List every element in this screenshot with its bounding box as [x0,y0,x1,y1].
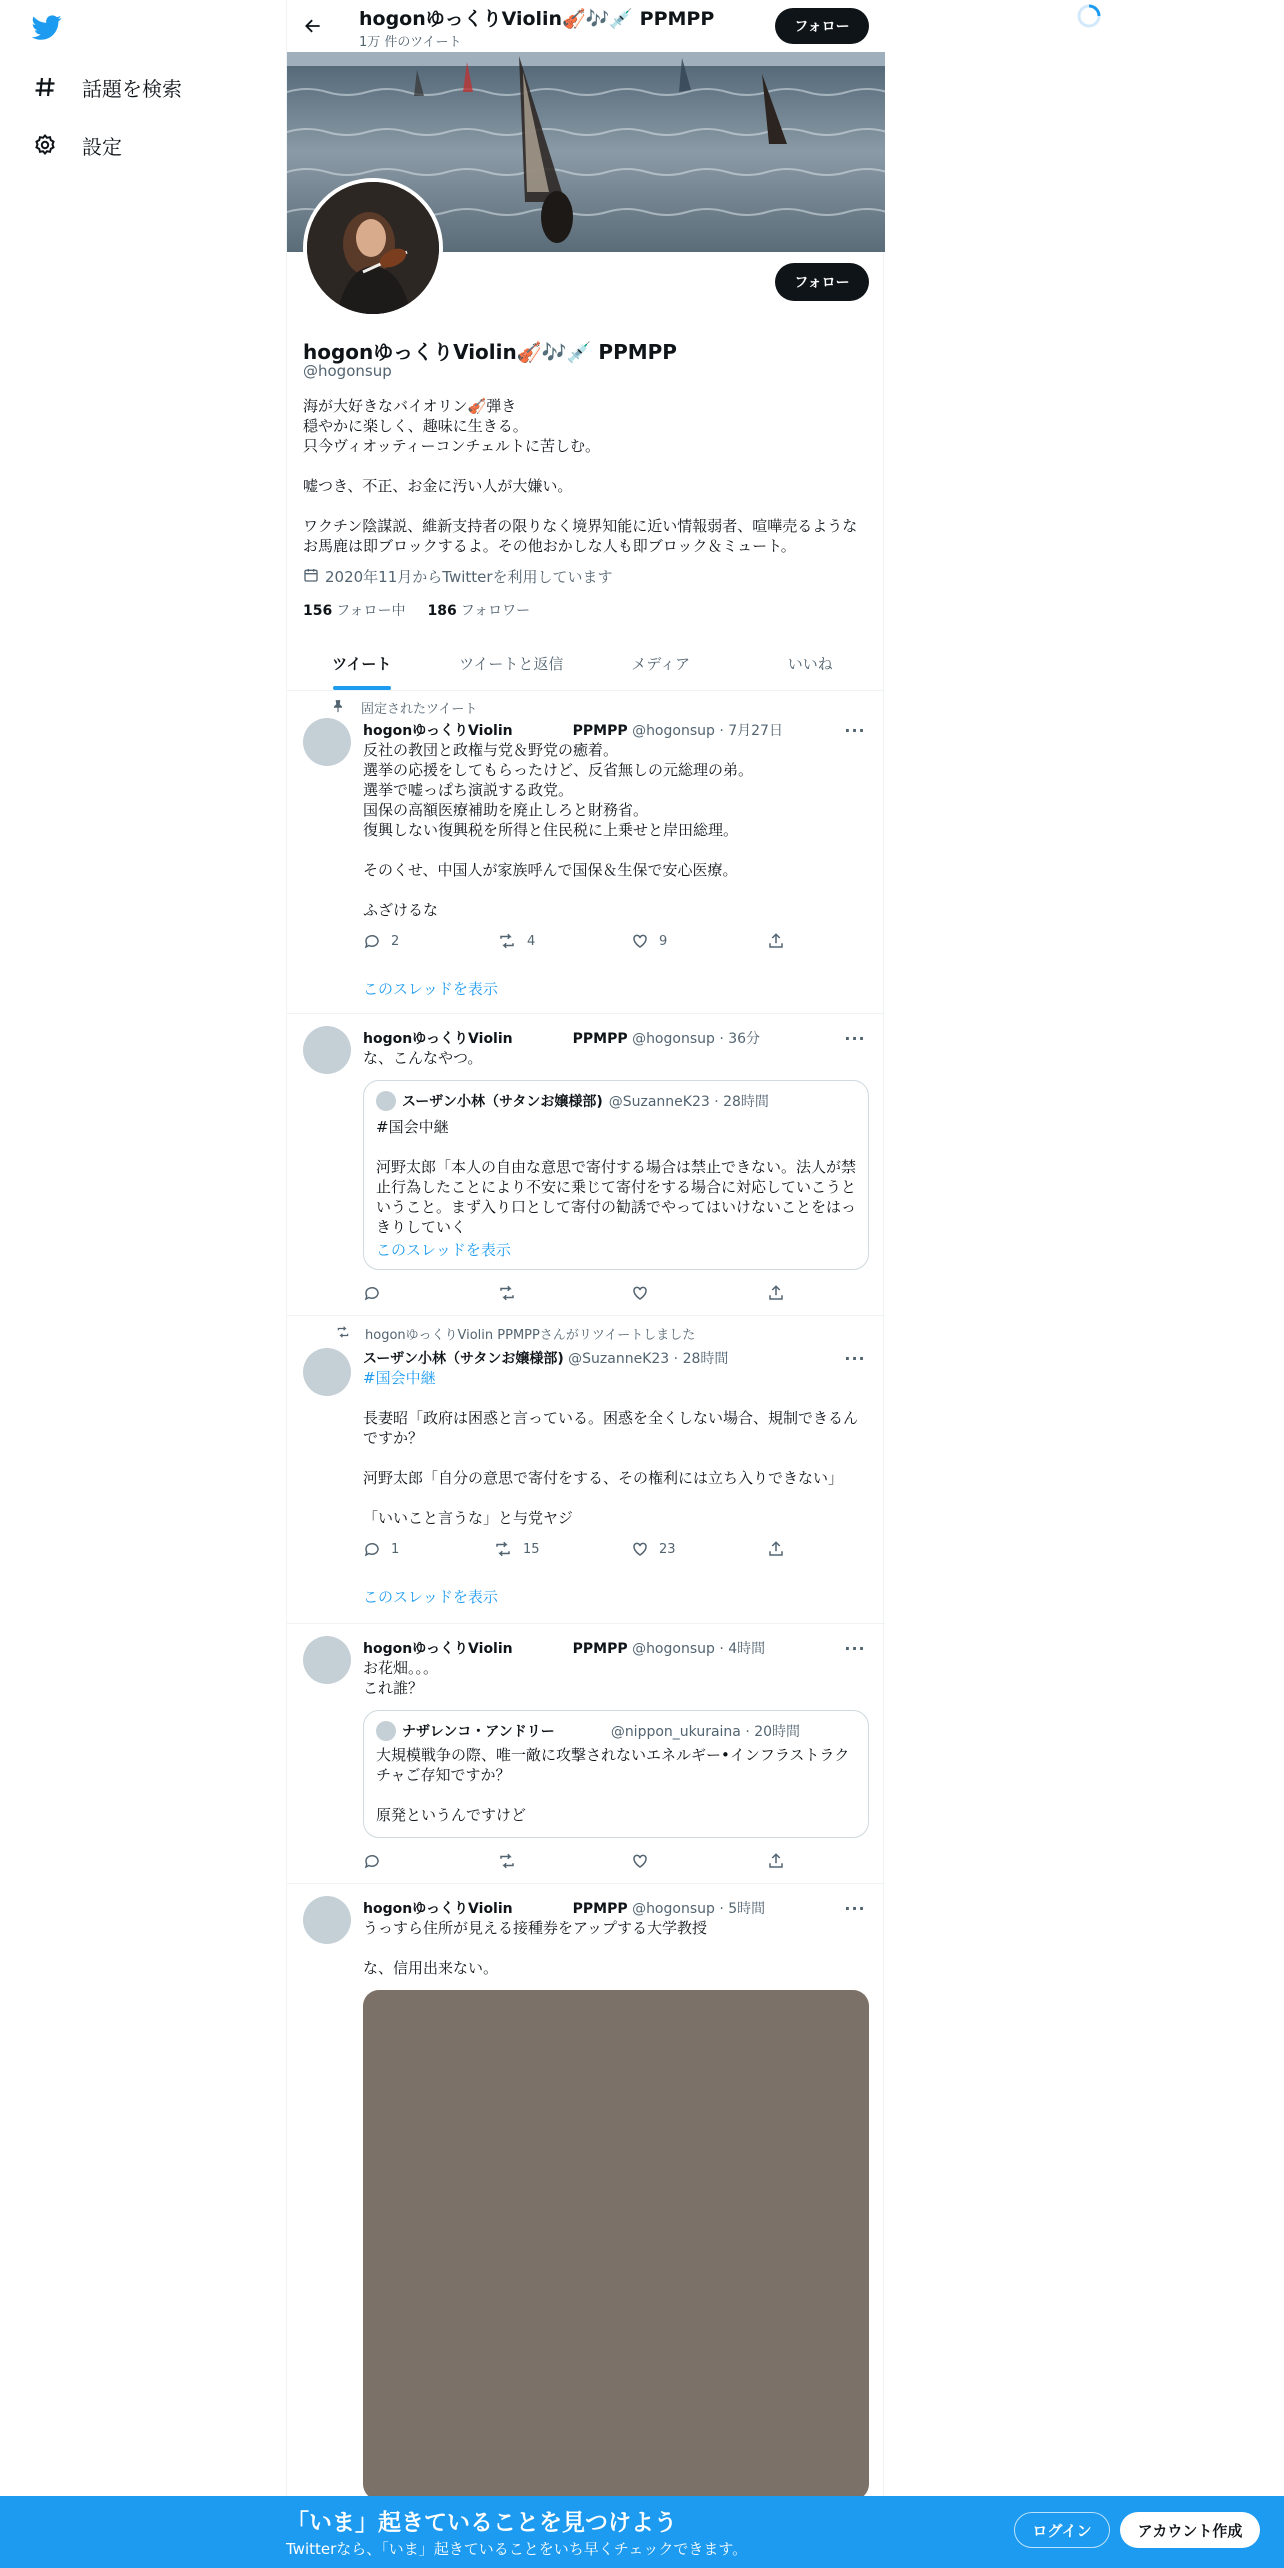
share-icon [767,1852,785,1870]
tweet-media[interactable] [287,1884,885,2568]
quoted-tweet[interactable] [363,1710,869,1838]
twitter-logo-icon[interactable] [30,12,70,44]
quoted-meta: @nippon_ukuraina · 20時間 [610,1724,801,1740]
quoted-line: 河野太郎「本人の自由な意思で寄付する場合は禁止できない。法人が禁 [376,1158,857,1176]
joined-date [303,566,613,587]
hashtag-icon [30,72,60,102]
profile-tabs [287,636,885,691]
share-button[interactable] [767,1540,785,1558]
signup-button[interactable]: アカウント作成 [1120,2512,1260,2548]
tweet-quote[interactable] [287,1624,885,1884]
tweet-actions [363,1284,783,1306]
like-button[interactable] [631,1540,676,1558]
signup-banner [0,2496,1284,2568]
followers-link[interactable] [428,600,531,620]
show-thread-link[interactable]: このスレッドを表示 [363,980,498,998]
tweet-line [363,840,869,860]
share-icon [767,932,785,950]
nav-explore-label: 話題を検索 [82,76,182,101]
tab-media[interactable]: メディア [631,654,691,673]
tweet-line [363,880,869,900]
login-button[interactable]: ログイン [1014,2512,1110,2548]
tweet-line: 「いいこと言うな」と与党ヤジ [363,1509,573,1527]
following-count: 156 [303,603,333,619]
reply-count: 1 [391,1541,400,1557]
profile-name: hogonゆっくりViolin🎻🎶💉 PPMPP [303,340,677,364]
main-column [286,0,884,2568]
nav-explore[interactable] [30,62,182,112]
tweet-meta: @hogonsup · 7月27日 [632,723,783,739]
tweet-line: 選挙の応援をしてもらったけど、反省無しの元総理の弟。 [363,761,754,779]
quoted-line [376,1137,858,1157]
retweet-button[interactable] [497,1852,517,1870]
quoted-avatar [376,1721,396,1741]
bio-line [303,496,869,516]
author-name-suffix[interactable]: PPMPP [572,1031,628,1047]
gear-icon [30,130,60,160]
follow-counts [303,600,530,620]
quoted-meta: @SuzanneK23 · 28時間 [608,1094,769,1110]
tweet-text [363,1368,869,1528]
author-name-suffix[interactable]: PPMPP [572,1901,628,1917]
reply-count: 2 [391,933,400,949]
hashtag-link[interactable]: #国会中継 [363,1369,436,1387]
reply-icon [363,1852,381,1870]
tweet-header [363,1348,728,1368]
like-button[interactable] [631,1284,649,1302]
show-thread-link[interactable]: このスレッドを表示 [363,1588,498,1606]
quoted-author-name: スーザン小林（サタンお嬢様部) [402,1094,603,1110]
reply-button[interactable] [363,1852,381,1870]
tweet-actions [363,1540,783,1562]
share-icon [767,1284,785,1302]
tweet-line [363,1388,869,1408]
avatar[interactable] [303,1026,351,1074]
retweet-icon [335,1325,351,1343]
like-count: 23 [659,1541,676,1557]
tab-likes[interactable]: いいね [787,654,833,673]
tweet-text [363,1918,869,1978]
tweet-line: 復興しない復興税を所得と住民税に上乗せと岸田総理。 [363,821,739,839]
share-button[interactable] [767,1284,785,1302]
tweet-line: うっすら住所が見える接種券をアップする大学教授 [363,1919,707,1937]
avatar[interactable] [303,1636,351,1684]
like-count: 9 [659,933,668,949]
retweet-icon [497,932,517,950]
author-name[interactable]: hogonゆっくりViolin [363,1901,513,1917]
tweet-quote[interactable] [287,1014,885,1316]
retweet-button[interactable] [497,1284,517,1302]
more-options-icon[interactable]: ··· [844,1028,866,1048]
reply-icon [363,932,381,950]
bio-line: 嘘つき、不正、お金に汚い人が大嫌い。 [303,477,573,495]
heart-icon [631,1852,649,1870]
tweet-meta: @hogonsup · 36分 [632,1031,761,1047]
heart-icon [631,932,649,950]
more-options-icon[interactable]: ··· [844,720,866,740]
retweet-button[interactable] [497,932,535,950]
tweet-line: お花畑。。。 [363,1659,439,1677]
profile-handle: @hogonsup [303,362,392,380]
tweet-line: ふざけるな [363,901,439,919]
quoted-header [376,1091,769,1111]
like-button[interactable] [631,932,667,950]
tweet-retweet[interactable] [287,1316,885,1624]
bio-line: 只今ヴィオッティーコンチェルトに苦しむ。 [303,437,601,455]
tweet-header [363,720,783,740]
joined-text: 2020年11月からTwitterを利用しています [325,568,613,586]
tweet-text [363,1658,869,1698]
more-options-icon[interactable]: ··· [844,1348,866,1368]
bio-line [303,456,869,476]
profile-header-bar [287,0,885,52]
tweet-header [363,1898,765,1918]
tweet-pinned[interactable] [287,690,885,1014]
heart-icon [631,1284,649,1302]
reply-icon [363,1284,381,1302]
tweet-text [363,1048,869,1068]
tweet-text [363,740,869,920]
following-link[interactable] [303,600,406,620]
tweet-line: 選挙で嘘っぱち演説する政党。 [363,781,574,799]
quoted-line: 止行為したことにより不安に乗じて寄付をする場合に対応していこうと [376,1178,857,1196]
quoted-header [376,1721,800,1741]
tweet-line: 反社の教団と政権与党＆野党の癒着。 [363,741,619,759]
reply-button[interactable] [363,1284,381,1302]
tweet-line: これ誰？ [363,1679,424,1697]
tweet-meta: @SuzanneK23 · 28時間 [568,1351,729,1367]
reply-button[interactable] [363,1540,399,1558]
tweet-line: 長妻昭「政府は困惑と言っている。困惑を全くしない場合、規制できるん [363,1409,859,1427]
quoted-tweet[interactable] [363,1080,869,1270]
retweet-context-label[interactable]: hogonゆっくりViolin PPMPPさんがリツイートしました [365,1328,696,1343]
heart-icon [631,1540,649,1558]
avatar[interactable] [303,718,351,766]
profile-bio [303,396,869,556]
quoted-line: #国会中継 [376,1118,449,1136]
tweet-line: 河野太郎「自分の意思で寄付をする、その権利には立ち入りできない」 [363,1469,844,1487]
retweet-icon [493,1540,513,1558]
followers-label: フォロワー [460,603,531,619]
author-name[interactable]: hogonゆっくりViolin [363,1641,513,1657]
author-name[interactable]: スーザン小林（サタンお嬢様部) [363,1351,564,1367]
share-icon [767,1540,785,1558]
pin-icon [331,699,345,717]
header-profile-name: hogonゆっくりViolin🎻🎶💉 PPMPP [359,8,715,30]
share-button[interactable] [767,1852,785,1870]
tweet-line [363,1488,869,1508]
tweet-line [363,1448,869,1468]
tweet-header [363,1638,765,1658]
retweet-button[interactable] [493,1540,540,1558]
author-name-suffix[interactable]: PPMPP [572,1641,628,1657]
profile-avatar[interactable] [303,178,443,318]
tweet-meta: @hogonsup · 4時間 [632,1641,766,1657]
tweet-line [363,1938,869,1958]
quoted-line: チャご存知ですか？ [376,1766,511,1784]
back-arrow-icon[interactable] [299,12,327,40]
quoted-line [376,1785,858,1805]
profile-follow-button[interactable]: フォロー [775,263,869,301]
tweet-image[interactable] [363,1990,869,2500]
tweet-meta: @hogonsup · 5時間 [632,1901,766,1917]
reply-button[interactable] [363,932,399,950]
retweet-count: 15 [523,1541,540,1557]
like-button[interactable] [631,1852,649,1870]
quoted-text [376,1745,858,1825]
quoted-text [376,1117,858,1237]
quoted-line: 原発というんですけど [376,1806,527,1824]
bio-line: 穏やかに楽しく、趣味に生きる。 [303,417,528,435]
tweet-line: な、こんなやつ。 [363,1049,483,1067]
quoted-line: いうこと。まず入り口として寄付の勧誘でやってはいけないことをはっ [376,1198,857,1216]
tab-tweets-and-replies[interactable]: ツイートと返信 [459,654,564,673]
following-label: フォロー中 [336,603,406,619]
tweet-line: そのくせ、中国人が家族呼んで国保＆生保で安心医療。 [363,861,738,879]
tweet-actions [363,932,783,954]
tweet-header [363,1028,760,1048]
nav-settings-label: 設定 [82,134,122,159]
bio-line: 海が大好きなバイオリン🎻弾き [303,397,517,415]
share-button[interactable] [767,932,785,950]
pinned-label: 固定されたツイート [361,702,478,717]
followers-count: 186 [427,603,457,619]
quoted-line: 大規模戦争の際、唯一敵に攻撃されないエネルギー•インフラストラク [376,1746,850,1764]
pinned-context [331,698,477,717]
quoted-show-thread-link[interactable]: このスレッドを表示 [376,1241,511,1259]
author-name[interactable]: hogonゆっくりViolin [363,1031,513,1047]
avatar[interactable] [303,1896,351,1944]
tab-tweets[interactable]: ツイート [287,636,437,690]
author-name-suffix[interactable]: PPMPP [572,723,628,739]
quoted-author-name: ナザレンコ・アンドリー [402,1724,555,1740]
tweet-line: ですか？ [363,1429,424,1447]
header-tweet-count: 1万 件のツイート [359,35,462,50]
tweet-line: な、信用出来ない。 [363,1959,499,1977]
calendar-icon [303,567,319,587]
signup-banner-title: 「いま」起きていることを見つけよう [286,2510,677,2536]
reply-icon [363,1540,381,1558]
signup-banner-subtitle: Twitterなら、「いま」起きていることをいち早くチェックできます。 [286,2540,748,2558]
header-follow-button[interactable]: フォロー [775,8,869,44]
more-options-icon[interactable]: ··· [844,1638,866,1658]
retweet-icon [497,1284,517,1302]
retweet-count: 4 [527,933,536,949]
bio-line: ワクチン陰謀説、維新支持者の限りなく境界知能に近い情報弱者、喧嘩売るような [303,517,858,535]
tweet-line: 国保の高額医療補助を廃止しろと財務省。 [363,801,649,819]
bio-line: お馬鹿は即ブロックするよ。その他おかしな人も即ブロック＆ミュート。 [303,537,796,555]
tweet-actions [363,1852,783,1874]
loading-spinner-icon [1075,2,1103,30]
quoted-line: きりしていく [376,1218,467,1236]
retweet-icon [497,1852,517,1870]
more-options-icon[interactable]: ··· [844,1898,866,1918]
author-name[interactable]: hogonゆっくりViolin [363,723,513,739]
nav-settings[interactable] [30,120,122,170]
retweet-context [335,1324,695,1343]
quoted-avatar [376,1091,396,1111]
avatar[interactable] [303,1348,351,1396]
